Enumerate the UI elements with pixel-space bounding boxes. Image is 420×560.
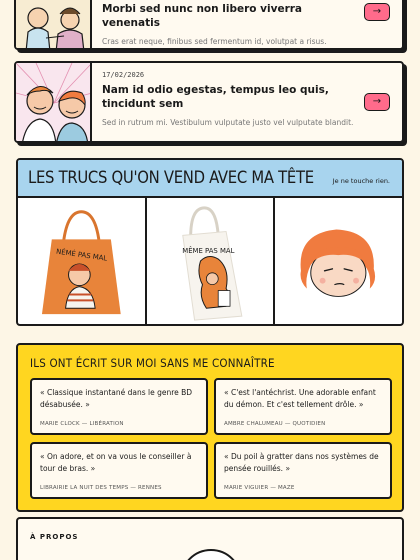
avatar <box>180 549 242 560</box>
redhead-face-pin-icon <box>275 198 402 324</box>
shop-grid <box>18 198 402 324</box>
white-tote-bag-icon <box>147 198 274 324</box>
shop-item-orange-tote[interactable] <box>18 198 147 324</box>
quote-source: LIBRAIRIE LA NUIT DES TEMPS — RENNES <box>40 485 162 491</box>
quote-text: « Classique instantané dans le genre BD désabusée. » <box>40 388 193 409</box>
tote-print-text: MÊME PAS MAL <box>181 247 235 256</box>
shop-section <box>16 158 404 326</box>
about-title: À PROPOS <box>30 533 79 541</box>
shop-item-face-pin[interactable] <box>275 198 402 324</box>
read-more-button[interactable]: → <box>364 3 390 21</box>
article-card[interactable] <box>14 61 404 143</box>
press-quote-card <box>30 442 208 499</box>
article-title[interactable]: Nam id odio egestas, tempus leo quis, tincidunt sem <box>102 84 329 110</box>
article-title[interactable]: Morbi sed nunc non libero viverra venenatis <box>102 3 303 29</box>
quote-text: « Du poil à gratter dans nos systèmes de pensée rouillés. » <box>224 452 379 473</box>
article-excerpt: Cras erat neque, finibus sed fermentum id, volutpat a risus. <box>102 37 327 46</box>
shop-item-white-tote[interactable] <box>147 198 276 324</box>
orange-tote-bag-icon <box>18 198 145 324</box>
read-more-button[interactable]: → <box>364 93 390 111</box>
shop-note: Je ne touche rien. <box>332 177 390 185</box>
article-date: 17/02/2026 <box>102 71 145 79</box>
article-thumbnail <box>16 63 92 141</box>
quote-source: MARIE CLOCK — LIBÉRATION <box>40 421 124 427</box>
quote-text: « On adore, et on va vous le conseiller à tour de bras. » <box>40 452 192 473</box>
tote-print-text: NÉMÉ PAS MAL <box>55 247 108 263</box>
quote-source: MARIE VIGUIER — MAZE <box>224 485 295 491</box>
comic-illustration-icon <box>16 0 92 48</box>
press-quote-card <box>214 378 392 435</box>
shop-header <box>18 160 402 198</box>
press-title: ILS ONT ÉCRIT SUR MOI SANS ME CONNAÎTRE <box>30 356 275 370</box>
press-quote-card <box>214 442 392 499</box>
press-section <box>16 343 404 512</box>
quote-source: AMBRE CHALUMEAU — QUOTIDIEN <box>224 421 326 427</box>
article-excerpt: Sed in rutrum mi. Vestibulum vulputate justo vel vulputate blandit. <box>102 118 354 127</box>
article-card[interactable] <box>14 0 404 50</box>
shop-title: LES TRUCS QU'ON VEND AVEC MA TÊTE <box>28 168 314 187</box>
article-thumbnail <box>16 0 92 48</box>
quote-text: « C'est l'antéchrist. Une adorable enfant du démon. Et c'est tellement drôle. » <box>224 388 376 409</box>
about-section <box>16 517 404 560</box>
press-quote-card <box>30 378 208 435</box>
comic-illustration-icon <box>16 63 92 141</box>
